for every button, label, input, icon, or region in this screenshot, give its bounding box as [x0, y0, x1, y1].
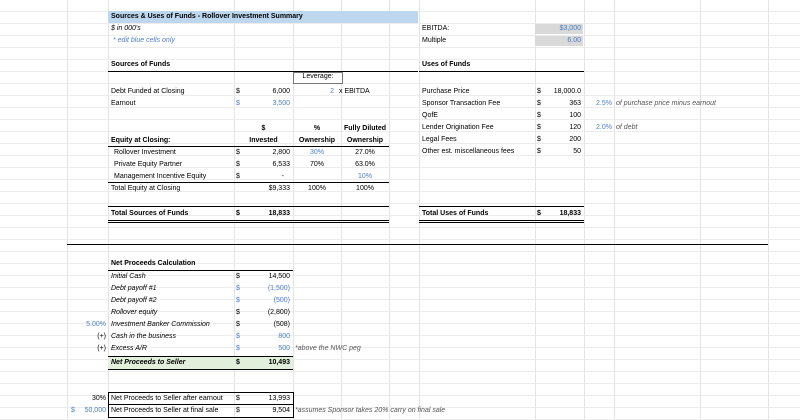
total-sources-rule-bottom: [108, 220, 389, 223]
sources-header: Sources of Funds: [111, 61, 171, 68]
proceeds-row-currency: $: [236, 285, 240, 292]
edit-note: * edit blue cells only: [113, 37, 175, 44]
uses-row-value: 100: [569, 112, 581, 119]
uses-row-currency: $: [537, 100, 541, 107]
equity-row-fd: 27.0%: [355, 149, 375, 156]
net-proceeds-currency: $: [236, 359, 240, 366]
row-gridline: [0, 119, 800, 120]
column-gridline: [584, 0, 585, 420]
column-gridline: [700, 0, 701, 420]
equity-row-pct-input[interactable]: 30%: [309, 149, 324, 156]
proceeds-row-input[interactable]: 800: [278, 333, 290, 340]
final-row-note: *assumes Sponsor takes 20% carry on final sale: [295, 407, 446, 414]
final-row-currency: $: [236, 395, 240, 402]
proceeds-row-prefix: (+): [97, 345, 106, 352]
section-separator: [67, 244, 768, 245]
row-gridline: [0, 227, 800, 228]
uses-row-value: 120: [569, 124, 581, 131]
row-gridline: [0, 47, 800, 48]
row-gridline: [0, 83, 800, 84]
uses-row-currency: $: [537, 136, 541, 143]
proceeds-row-label: Cash in the business: [111, 333, 176, 340]
sources-rule: [108, 71, 418, 72]
final-row-currency: $: [236, 407, 240, 414]
uses-row-label: Purchase Price: [422, 88, 470, 95]
leverage-unit: x EBITDA: [339, 88, 370, 95]
uses-row-currency: $: [537, 124, 541, 131]
proceeds-row-currency: $: [236, 297, 240, 304]
proceeds-row-input[interactable]: (500): [273, 297, 290, 304]
column-gridline: [389, 0, 390, 420]
equity-header: Equity at Closing:: [111, 137, 171, 144]
total-uses-label: Total Uses of Funds: [422, 210, 489, 217]
equity-row-invested: 6,533: [272, 161, 290, 168]
proceeds-row-currency: $: [236, 309, 240, 316]
row-gridline: [0, 239, 800, 240]
equity-row-label: Private Equity Partner: [114, 161, 183, 168]
proceeds-row-input[interactable]: 500: [278, 345, 290, 352]
net-proceeds-value: 10,493: [268, 359, 290, 366]
proceeds-row-note: *above the NWC peg: [295, 345, 361, 352]
ebitda-input[interactable]: $3,000: [559, 25, 581, 32]
column-gridline: [419, 0, 420, 420]
uses-row-label: Lender Origination Fee: [422, 124, 494, 131]
proceeds-row-value: (508): [273, 321, 290, 328]
equity-row-fd: 63.0%: [355, 161, 375, 168]
proceeds-row-currency: $: [236, 345, 240, 352]
proceeds-row-label: Debt payoff #2: [111, 297, 157, 304]
final-sale-currency: $: [71, 407, 75, 414]
total-sources-label: Total Sources of Funds: [111, 210, 189, 217]
uses-row-currency: $: [537, 88, 541, 95]
column-gridline: [341, 0, 342, 420]
earnout-pct-input[interactable]: 30%: [91, 395, 106, 402]
uses-row-value: 18,000.0: [553, 88, 581, 95]
col-fd-header: Fully Diluted: [344, 125, 386, 132]
earnout-currency: $: [236, 100, 240, 107]
equity-row-currency: $: [236, 161, 240, 168]
uses-header: Uses of Funds: [422, 61, 471, 68]
proceeds-row-currency: $: [236, 333, 240, 340]
total-equity-value: $9,333: [268, 185, 290, 192]
earnout-input[interactable]: 3,500: [272, 100, 290, 107]
equity-row-currency: $: [236, 149, 240, 156]
sheet-title: Sources & Uses of Funds - Rollover Investment Summary: [111, 13, 303, 20]
row-gridline: [0, 203, 800, 204]
uses-row-value: 200: [569, 136, 581, 143]
final-row-value: 13,993: [268, 395, 290, 402]
uses-row-pct-input[interactable]: 2.5%: [596, 100, 612, 107]
uses-row-pct-input[interactable]: 2.0%: [596, 124, 612, 131]
proceeds-row-label: Debt payoff #1: [111, 285, 157, 292]
column-gridline: [67, 0, 68, 420]
proceeds-row-value: (2,800): [267, 309, 290, 316]
uses-row-value: 50: [573, 148, 581, 155]
total-uses-rule-top: [419, 206, 584, 207]
column-gridline: [293, 0, 294, 420]
leverage-label: Leverage:: [302, 73, 334, 80]
uses-rule: [419, 71, 584, 72]
proceeds-row-value: 14,500: [268, 273, 290, 280]
total-sources-rule-top: [108, 206, 389, 207]
column-gridline: [768, 0, 769, 420]
commission-rate-input[interactable]: 5.00%: [86, 321, 106, 328]
equity-row-label: Rollover Investment: [114, 149, 176, 156]
column-gridline: [535, 0, 536, 420]
earnout-label: Earnout: [111, 100, 136, 107]
equity-row-invested: -: [281, 173, 284, 180]
row-gridline: [0, 371, 800, 372]
multiple-label: Multiple: [422, 37, 447, 44]
equity-row-currency: $: [236, 173, 240, 180]
total-equity-label: Total Equity at Closing: [111, 185, 181, 192]
total-equity-fd: 100%: [356, 185, 374, 192]
debt-value: 6,000: [272, 88, 290, 95]
total-equity-pct: 100%: [308, 185, 326, 192]
debt-label: Debt Funded at Closing: [111, 88, 185, 95]
uses-row-note: of debt: [616, 124, 638, 131]
equity-row-pct: 70%: [309, 161, 324, 168]
ebitda-label: EBITDA:: [422, 25, 450, 32]
uses-row-currency: $: [537, 148, 541, 155]
leverage-input[interactable]: 2: [330, 88, 334, 95]
uses-row-label: Other est. miscellaneous fees: [422, 148, 515, 155]
col-pct-header: %: [313, 125, 321, 132]
total-sources-value: 18,833: [268, 210, 290, 217]
col-ownership2-header: Ownership: [346, 137, 384, 144]
proceeds-row-label: Excess A/R: [111, 345, 147, 352]
col-ownership-header: Ownership: [298, 137, 336, 144]
proceeds-header: Net Proceeds Calculation: [111, 260, 196, 267]
row-gridline: [0, 251, 800, 252]
debt-currency: $: [236, 88, 240, 95]
uses-row-label: QofE: [422, 112, 438, 119]
row-gridline: [0, 131, 800, 132]
col-invested-header: Invested: [249, 137, 278, 144]
row-gridline: [0, 383, 800, 384]
final-row-label: Net Proceeds to Seller after earnout: [111, 395, 223, 402]
multiple-input[interactable]: 6.00: [567, 37, 581, 44]
uses-row-label: Sponsor Transaction Fee: [422, 100, 501, 107]
total-uses-currency: $: [537, 210, 541, 217]
column-gridline: [614, 0, 615, 420]
col-dollar-header: $: [261, 125, 266, 132]
proceeds-row-currency: $: [236, 321, 240, 328]
uses-row-note: of purchase price minus earnout: [616, 100, 716, 107]
proceeds-row-label: Rollover equity: [111, 309, 158, 316]
uses-row-value: 363: [569, 100, 581, 107]
final-row-value: 9,504: [272, 407, 290, 414]
final-row-label: Net Proceeds to Seller at final sale: [111, 407, 219, 414]
proceeds-row-input[interactable]: (1,500): [267, 285, 290, 292]
net-proceeds-label: Net Proceeds to Seller: [111, 359, 186, 366]
proceeds-row-label: Investment Banker Commission: [111, 321, 210, 328]
proceeds-row-label: Initial Cash: [111, 273, 146, 280]
total-uses-value: 18,833: [559, 210, 581, 217]
final-sale-input[interactable]: 50,000: [84, 407, 106, 414]
uses-row-currency: $: [537, 112, 541, 119]
uses-row-label: Legal Fees: [422, 136, 457, 143]
equity-row-invested: 2,800: [272, 149, 290, 156]
equity-row-fd-input[interactable]: 10%: [357, 173, 372, 180]
total-uses-rule-bottom: [419, 220, 584, 223]
equity-row-label: Management Incentive Equity: [114, 173, 207, 180]
units-label: $ in 000's: [111, 25, 141, 32]
proceeds-row-currency: $: [236, 273, 240, 280]
total-sources-currency: $: [236, 210, 240, 217]
proceeds-row-prefix: (+): [97, 333, 106, 340]
